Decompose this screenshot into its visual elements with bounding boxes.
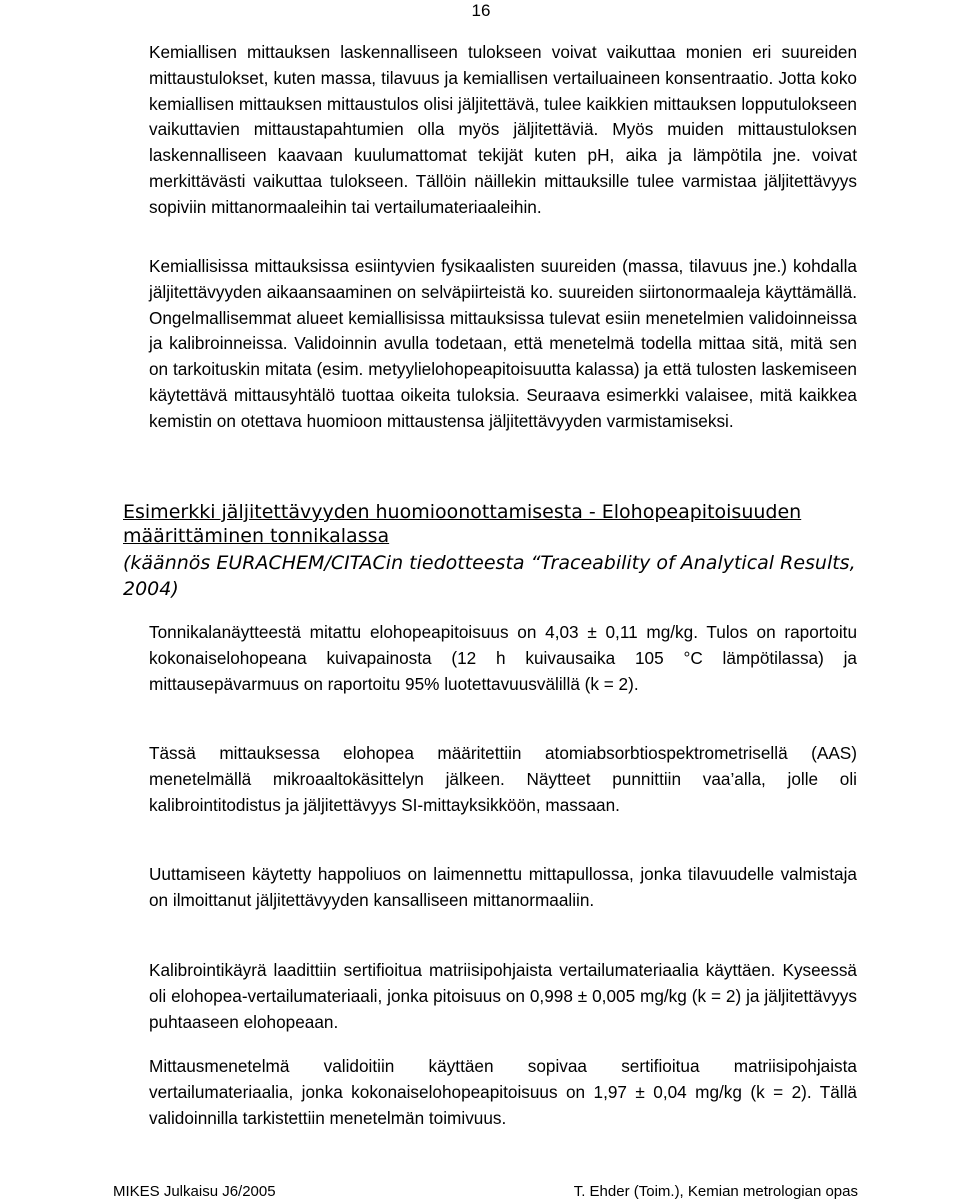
page-number: 16 [471, 1, 491, 20]
paragraph-aas-method: Tässä mittauksessa elohopea määritettiin atomiabsorbtiospektrometrisellä (AAS) menetelmällä mikroaaltokäsittelyn jälkeen. Näytteet punnittiin vaa’alla, jolle oli kalibrointitodistus ja jäljitettävyys SI-mittayksikköön, massaan. [149, 743, 857, 815]
paragraph-extraction: Uuttamiseen käytetty happoliuos on laimennettu mittapullossa, jonka tilavuudelle valmistaja on ilmoittanut jäljitettävyyden kansalliseen mittanormaaliin. [149, 864, 857, 910]
footer-author: T. Ehder (Toim.), Kemian metrologian opas [573, 1183, 858, 1200]
paragraph-validation: Mittausmenetelmä validoitiin käyttäen sopivaa sertifioitua matriisipohjaista vertailumateriaalia, jonka kokonaiselohopeapitoisuus on 1,97 ± 0,04 mg/kg (k = 2). Tällä validoinnilla tarkistettiin menetelmän toimivuus. [149, 1056, 857, 1128]
paragraph-traceability-intro: Kemiallisen mittauksen laskennalliseen tulokseen voivat vaikuttaa monien eri suureiden mittaustulokset, kuten massa, tilavuus ja kemiallisen vertailuaineen konsentraatio. Jotta koko kemiallisen mittauksen mittaustulos olisi jäljitettävä, tulee kaikkien mittauksen lopputulokseen vaikuttavien mittaustapahtumien olla myös jäljitettäviä. Myös muiden mittaustuloksen laskennalliseen kaavaan kuulumattomat tekijät kuten pH, aika ja lämpötila jne. voivat merkittävästi vaikuttaa tulokseen. Tällöin näillekin mittauksille tulee varmistaa jäljitettävyys sopiviin mittanormaaleihin tai vertailumateriaaleihin. [149, 42, 857, 217]
footer-publication: MIKES Julkaisu J6/2005 [113, 1183, 276, 1200]
paragraph-physical-quantities: Kemiallisissa mittauksissa esiintyvien fysikaalisten suureiden (massa, tilavuus jne.) kohdalla jäljitettävyyden aikaansaaminen on selväpiirteistä ko. suureiden siirtonormaaleja käyttämällä. Ongelmallisemmat alueet kemiallisissa mittauksissa tulevat esiin menetelmien validoinneissa ja kalibroinneissa. Validoinnin avulla todetaan, että menetelmä todella mittaa sitä, mitä sen on tarkoituskin mitata (esim. metyylielohopeapitoisuutta kalassa) ja että tulosten laskemiseen käytettävä mittausyhtälö tuottaa oikeita tuloksia. Seuraava esimerkki valaisee, mitä kaikkea kemistin on otettava huomioon mittaustensa jäljitettävyyden varmistamiseksi. [149, 256, 857, 431]
example-source-note: (käännös EURACHEM/CITACin tiedotteesta “Traceability of Analytical Results, 2004) [123, 552, 856, 600]
paragraph-calibration: Kalibrointikäyrä laadittiin sertifioitua matriisipohjaista vertailumateriaalia käyttäen. Kyseessä oli elohopea-vertailumateriaali, jonka pitoisuus on 0,998 ± 0,005 mg/kg (k = 2) ja jäljitettävyys puhtaaseen elohopeaan. [149, 960, 857, 1032]
paragraph-result: Tonnikalanäytteestä mitattu elohopeapitoisuus on 4,03 ± 0,11 mg/kg. Tulos on raportoitu kokonaiselohopeana kuivapainosta (12 h kuivausaika 105 °C lämpötilassa) ja mittausepävarmuus on raportoitu 95% luotettavuusvälillä (k = 2). [149, 622, 857, 694]
example-heading: Esimerkki jäljitettävyyden huomioonottamisesta - Elohopeapitoisuuden määrittäminen tonnikalassa [123, 501, 802, 547]
